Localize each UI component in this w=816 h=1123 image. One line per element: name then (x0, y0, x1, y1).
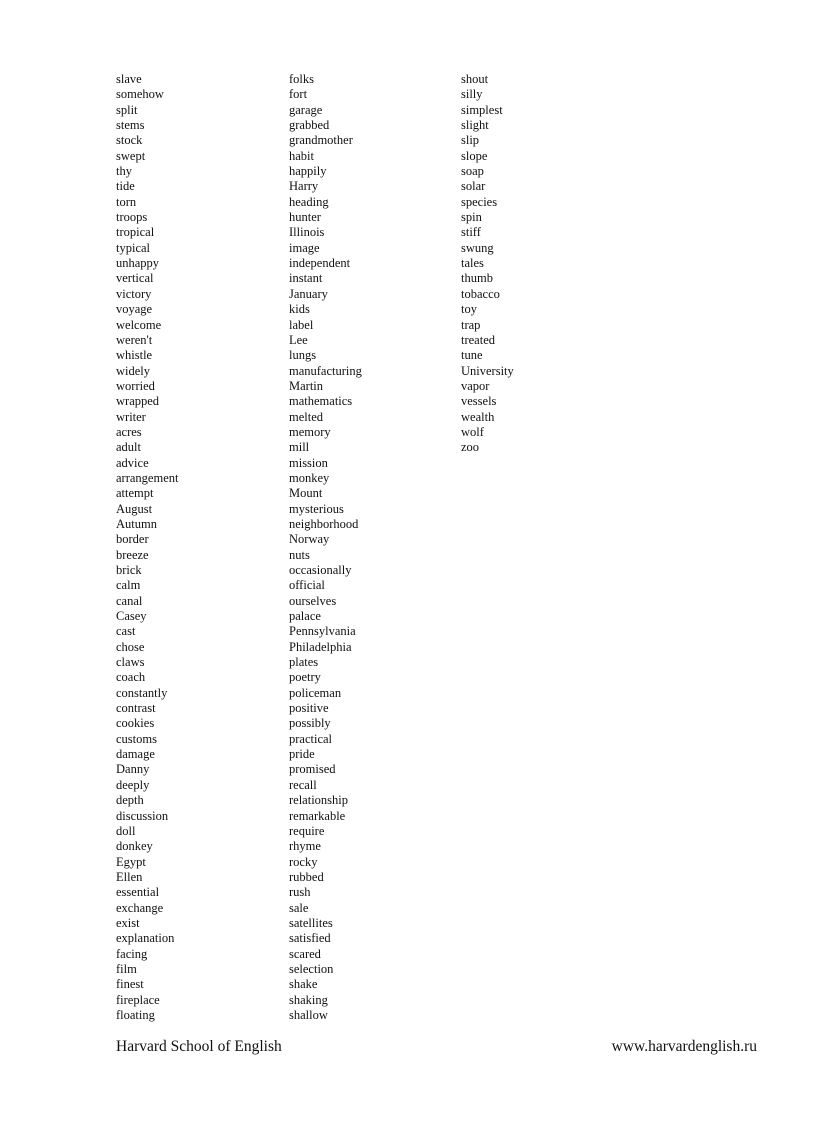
word-item: vessels (461, 394, 497, 409)
word-item: deeply (116, 777, 150, 792)
word-item: species (461, 194, 498, 209)
word-item: heading (289, 194, 329, 209)
word-item: mathematics (289, 394, 353, 409)
word-item: satisfied (289, 931, 331, 946)
word-item: customs (116, 731, 157, 746)
word-item: poetry (289, 670, 321, 685)
word-item: exchange (116, 900, 164, 915)
word-item: tune (461, 348, 483, 363)
word-item: constantly (116, 685, 168, 700)
word-item: Autumn (116, 516, 157, 531)
word-item: breeze (116, 547, 149, 562)
word-item: Mount (289, 486, 323, 501)
word-item: Egypt (116, 854, 146, 869)
word-item: cookies (116, 716, 155, 731)
word-item: explanation (116, 931, 175, 946)
word-item: monkey (289, 470, 330, 485)
word-item: unhappy (116, 256, 160, 271)
footer-school-name: Harvard School of English (116, 1038, 282, 1055)
word-item: swept (116, 148, 146, 163)
word-item: Martin (289, 378, 324, 393)
word-item: treated (461, 332, 496, 347)
word-item: palace (289, 609, 321, 624)
word-item: thy (116, 164, 132, 179)
word-item: fort (289, 87, 308, 102)
word-item: relationship (289, 793, 349, 808)
word-item: pride (289, 747, 315, 762)
word-item: habit (289, 148, 314, 163)
footer-website: www.harvardenglish.ru (611, 1038, 757, 1055)
word-item: slave (116, 72, 142, 86)
word-item: silly (461, 87, 483, 102)
word-item: typical (116, 240, 151, 255)
word-item: essential (116, 885, 160, 900)
word-item: advice (116, 455, 149, 470)
word-item: acres (116, 424, 142, 439)
word-item: tropical (116, 225, 155, 240)
word-item: Lee (289, 332, 308, 347)
word-item: promised (289, 762, 336, 777)
word-item: facing (116, 946, 148, 961)
word-item: simplest (461, 102, 503, 117)
word-item: floating (116, 1007, 155, 1022)
word-item: tales (461, 256, 484, 271)
word-item: sale (289, 900, 309, 915)
word-item: damage (116, 747, 155, 762)
word-item: exist (116, 915, 140, 930)
word-item: border (116, 532, 149, 547)
word-item: instant (289, 271, 323, 286)
word-item: grandmother (289, 133, 353, 148)
word-item: victory (116, 286, 152, 301)
word-column-2 (289, 72, 362, 1023)
word-item: stiff (461, 225, 481, 240)
word-item: writer (116, 409, 146, 424)
word-item: label (289, 317, 314, 332)
word-item: manufacturing (289, 363, 362, 378)
word-item: shake (289, 977, 318, 992)
word-item: claws (116, 655, 145, 670)
word-item: slope (461, 148, 488, 163)
word-item: doll (116, 823, 136, 838)
word-item: University (461, 363, 514, 378)
word-item: soap (461, 164, 484, 179)
word-item: troops (116, 210, 148, 225)
word-item: Norway (289, 532, 330, 547)
word-item: split (116, 102, 138, 117)
word-item: whistle (116, 348, 153, 363)
word-item: possibly (289, 716, 331, 731)
word-item: zoo (461, 440, 480, 455)
word-item: lungs (289, 348, 317, 363)
word-item: memory (289, 424, 331, 439)
word-item: happily (289, 164, 327, 179)
word-item: mission (289, 455, 328, 470)
word-item: stock (116, 133, 143, 148)
word-item: shaking (289, 992, 328, 1007)
word-column-1 (116, 72, 178, 1023)
word-item: Philadelphia (289, 639, 352, 654)
word-item: independent (289, 256, 351, 271)
word-item: August (116, 501, 153, 516)
word-item: kids (289, 302, 310, 317)
word-item: donkey (116, 839, 153, 854)
word-item: coach (116, 670, 146, 685)
word-item: fireplace (116, 992, 160, 1007)
word-item: worried (116, 378, 155, 393)
word-item: wealth (461, 409, 495, 424)
word-item: neighborhood (289, 516, 359, 531)
word-item: image (289, 240, 320, 255)
word-item: trap (461, 317, 481, 332)
word-item: film (116, 961, 137, 976)
word-item: contrast (116, 701, 156, 716)
word-item: satellites (289, 915, 333, 930)
word-item: Illinois (289, 225, 325, 240)
word-item: mysterious (289, 501, 344, 516)
word-item: torn (116, 194, 137, 209)
word-item: Danny (116, 762, 150, 777)
word-item: widely (116, 363, 151, 378)
word-item: arrangement (116, 470, 179, 485)
word-item: discussion (116, 808, 169, 823)
word-item: Casey (116, 609, 147, 624)
word-item: toy (461, 302, 477, 317)
word-item: brick (116, 563, 142, 577)
word-item: adult (116, 440, 141, 455)
word-item: scared (289, 946, 321, 961)
word-item: practical (289, 731, 333, 746)
word-item: swung (461, 240, 494, 255)
word-item: welcome (116, 317, 162, 332)
word-item: mill (289, 440, 310, 455)
word-item: tobacco (461, 286, 500, 301)
word-item: spin (461, 210, 482, 225)
word-item: positive (289, 701, 329, 716)
word-item: slip (461, 133, 480, 148)
word-item: require (289, 823, 325, 838)
word-item: folks (289, 72, 314, 86)
word-item: Ellen (116, 869, 143, 884)
word-item: canal (116, 593, 143, 608)
word-item: chose (116, 639, 145, 654)
word-item: weren't (116, 332, 153, 347)
word-item: rhyme (289, 839, 321, 854)
word-item: thumb (461, 271, 493, 286)
word-item: finest (116, 977, 144, 992)
word-item: garage (289, 102, 323, 117)
word-item: nuts (289, 547, 310, 562)
word-item: Harry (289, 179, 319, 194)
word-item: stems (116, 118, 145, 133)
word-item: policeman (289, 685, 342, 700)
word-item: rush (289, 885, 311, 900)
word-item: melted (289, 409, 324, 424)
word-item: plates (289, 655, 319, 670)
word-item: calm (116, 578, 141, 593)
word-item: vapor (461, 378, 490, 393)
word-item: recall (289, 777, 317, 792)
word-item: wolf (461, 424, 484, 439)
word-item: rubbed (289, 869, 324, 884)
word-item: grabbed (289, 118, 330, 133)
word-item: Pennsylvania (289, 624, 356, 639)
word-item: vertical (116, 271, 154, 286)
word-item: ourselves (289, 593, 337, 608)
word-item: shallow (289, 1007, 328, 1022)
word-item: depth (116, 793, 144, 808)
word-item: shout (461, 72, 489, 86)
word-item: official (289, 578, 325, 593)
word-item: January (289, 286, 328, 301)
word-column-3 (461, 72, 514, 456)
word-item: voyage (116, 302, 153, 317)
word-item: wrapped (116, 394, 160, 409)
word-item: selection (289, 961, 334, 976)
word-item: remarkable (289, 808, 346, 823)
word-item: solar (461, 179, 486, 194)
word-item: hunter (289, 210, 321, 225)
word-item: occasionally (289, 563, 352, 577)
word-item: tide (116, 179, 135, 194)
word-item: slight (461, 118, 489, 133)
word-item: cast (116, 624, 136, 639)
word-item: somehow (116, 87, 164, 102)
word-item: attempt (116, 486, 154, 501)
word-item: rocky (289, 854, 318, 869)
